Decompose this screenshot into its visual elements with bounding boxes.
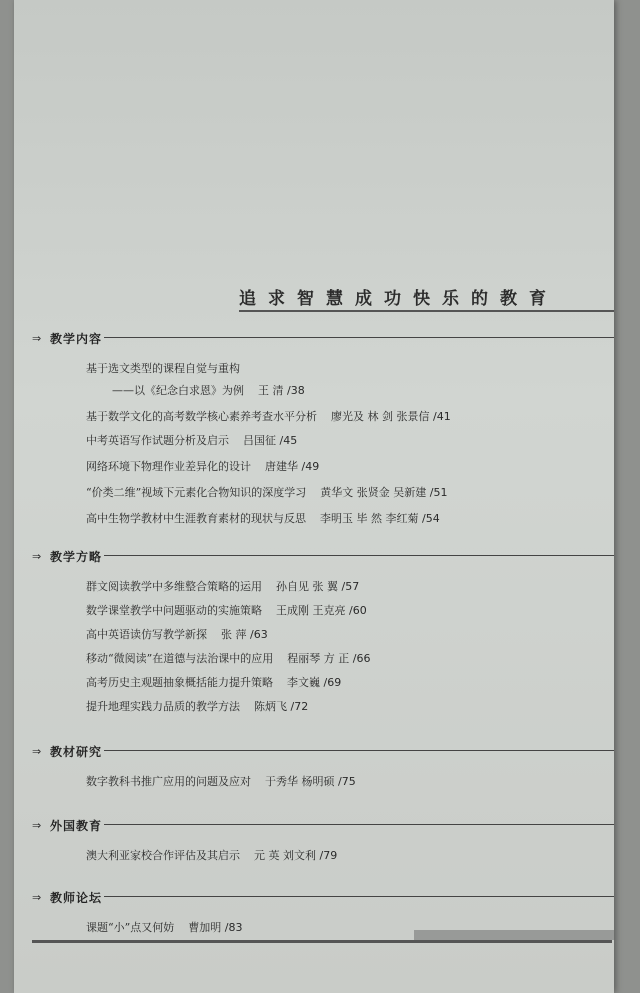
entry-author-page: 吕国征 /45 [243,434,298,447]
entry-author-page: 黄华文 张贤金 吴新建 /51 [320,486,448,499]
section-header [32,817,614,837]
arrow-icon: ⇒ [32,332,42,345]
section-rule [104,555,614,556]
section-label: 教材研究 [50,745,103,759]
section-label: 教师论坛 [50,891,103,905]
entry-author-page: 唐建华 /49 [265,460,320,473]
entry-author-page: 程丽琴 方 正 /66 [287,652,371,665]
motto-rule [239,310,614,312]
journal-motto: 追求智慧成功快乐的教育 [239,289,558,309]
section-header [32,743,614,763]
toc-entry[interactable] [86,408,451,424]
toc-entry[interactable] [112,382,305,398]
entry-title: 提升地理实践力品质的教学方法 [86,700,240,713]
section-rule [104,824,614,825]
entry-author-page: 李文巍 /69 [287,676,342,689]
entry-title: 高中生物学教材中生涯教育素材的现状与反思 [86,512,306,525]
entry-author-page: 曹加明 /83 [188,921,243,934]
toc-entry[interactable] [86,674,341,690]
entry-title: 中考英语写作试题分析及启示 [86,434,229,447]
toc-page [14,0,614,993]
toc-entry[interactable] [86,432,297,448]
bottom-shadow [414,930,614,940]
entry-title: “价类二维”视域下元素化合物知识的深度学习 [86,486,307,499]
entry-author-page: 于秀华 杨明硕 /75 [265,775,356,788]
toc-entry[interactable] [86,510,440,526]
toc-entry[interactable] [86,698,308,714]
bottom-rule [32,940,612,943]
entry-title: 数字教科书推广应用的问题及应对 [86,775,251,788]
toc-entry[interactable] [86,602,367,618]
toc-section [32,817,614,862]
entry-author-page: 廖光及 林 剑 张景信 /41 [331,410,451,423]
entry-author-page: 李明玉 毕 然 李红菊 /54 [320,512,440,525]
arrow-icon: ⇒ [32,819,42,832]
toc-section [32,889,614,934]
entry-author-page: 张 萍 /63 [221,628,268,641]
toc-entry[interactable] [86,773,356,789]
toc-entry[interactable] [86,626,268,642]
arrow-icon: ⇒ [32,550,42,563]
arrow-icon: ⇒ [32,891,42,904]
entry-author-page: 元 英 刘文利 /79 [254,849,338,862]
section-rule [104,337,614,338]
bleed-through-text [74,150,594,190]
toc-entry[interactable] [86,919,242,935]
entry-author-page: 陈炳飞 /72 [254,700,309,713]
entry-title: 课题“小”点又何妨 [86,921,175,934]
toc-section [32,330,614,525]
toc-entry[interactable] [86,578,359,594]
entry-title: 基于数学文化的高考数学核心素养考查水平分析 [86,410,317,423]
toc-entry[interactable] [86,484,447,500]
toc-entry[interactable] [86,847,337,863]
section-header [32,330,614,350]
entry-title: 高考历史主观题抽象概括能力提升策略 [86,676,273,689]
entry-title: 群文阅读教学中多维整合策略的运用 [86,580,262,593]
toc-section [32,548,614,713]
entry-title: 移动“微阅读”在道德与法治课中的应用 [86,652,274,665]
entry-title: 澳大利亚家校合作评估及其启示 [86,849,240,862]
entry-author-page: 孙自见 张 翼 /57 [276,580,360,593]
entry-title: 网络环境下物理作业差异化的设计 [86,460,251,473]
entry-title: 数学课堂教学中问题驱动的实施策略 [86,604,262,617]
toc-section [32,743,614,788]
section-header [32,548,614,568]
section-label: 教学方略 [50,550,103,564]
section-label: 教学内容 [50,332,103,346]
section-rule [104,896,614,897]
entry-title: 基于选文类型的课程自觉与重构 [86,362,240,375]
section-header [32,889,614,909]
entry-title: 高中英语读仿写教学新探 [86,628,207,641]
section-rule [104,750,614,751]
toc-entry[interactable] [86,360,254,376]
section-label: 外国教育 [50,819,103,833]
toc-entry[interactable] [86,650,370,666]
entry-author-page: 王 清 /38 [258,384,305,397]
toc-entry[interactable] [86,458,319,474]
entry-title: ——以《纪念白求恩》为例 [112,384,244,397]
arrow-icon: ⇒ [32,745,42,758]
entry-author-page: 王成刚 王克亮 /60 [276,604,367,617]
